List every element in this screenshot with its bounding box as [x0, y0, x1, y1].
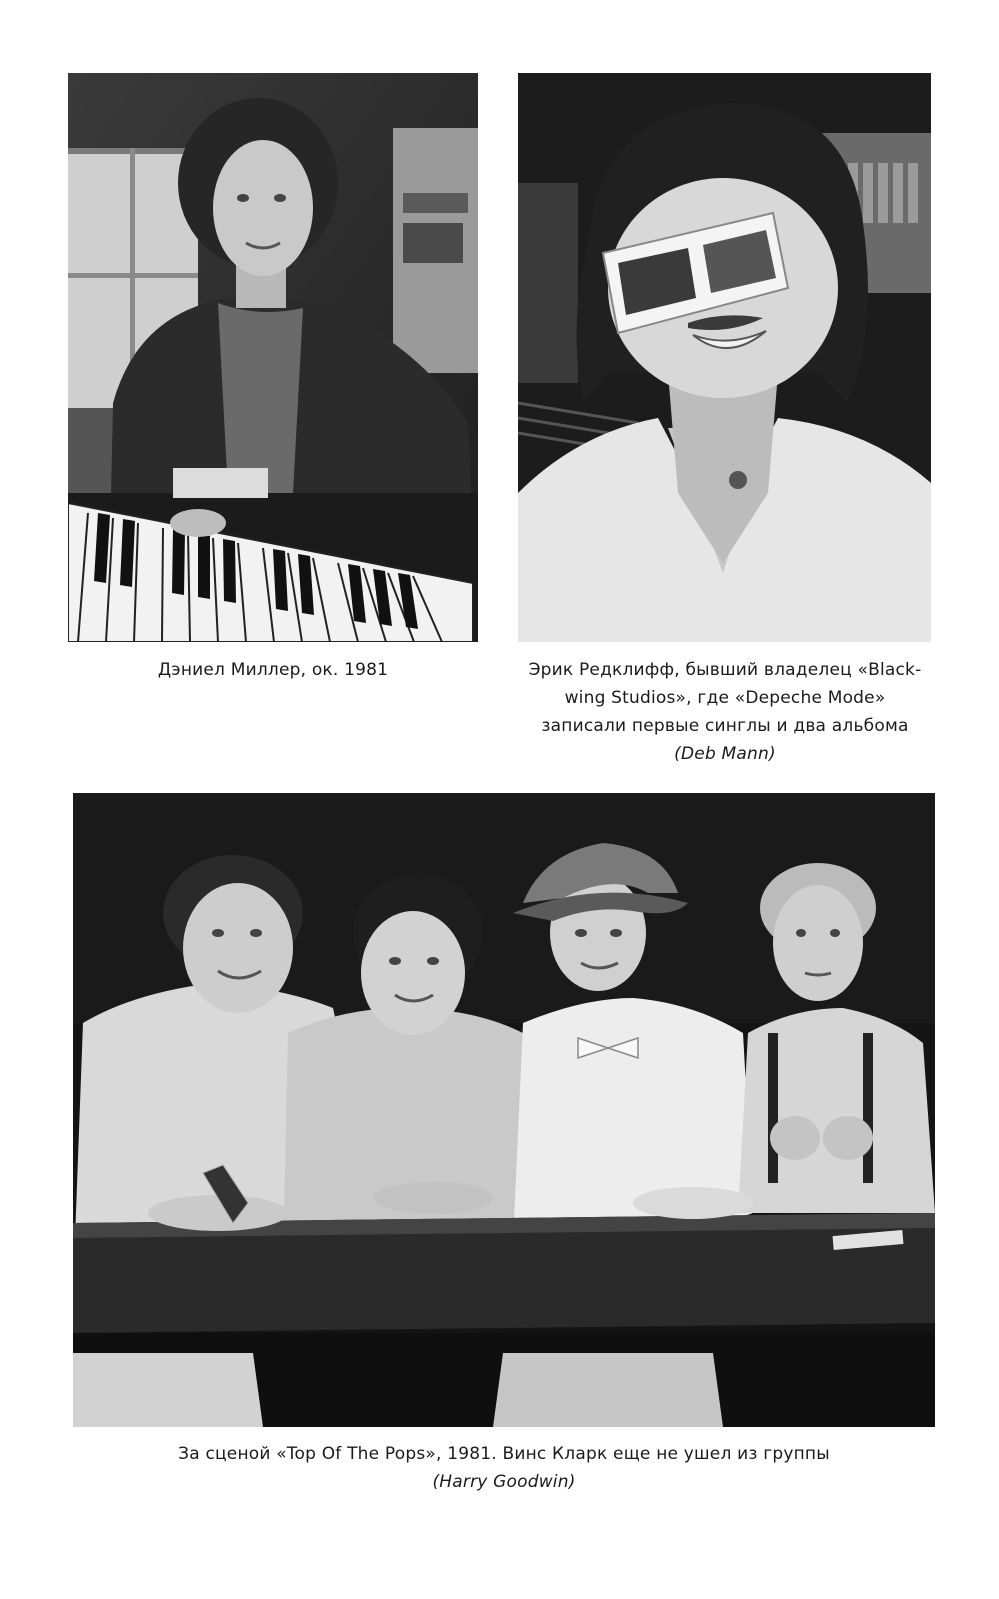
caption-eric-radcliffe-line-3: записали первые синглы и два альбома: [541, 716, 909, 736]
photo-band-backstage: [73, 793, 935, 1427]
caption-band-backstage: [73, 1440, 935, 1496]
caption-eric-radcliffe-line-2: wing Studios», где «Depeche Mode»: [564, 688, 886, 708]
photo-band-backstage-image: [73, 793, 935, 1427]
photo-credit-deb-mann: (Deb Mann): [674, 744, 776, 764]
photo-daniel-miller: [68, 73, 478, 642]
caption-daniel-miller-text: Дэниел Миллер, ок. 1981: [157, 660, 389, 680]
caption-band-backstage-text: За сценой «Top Of The Pops», 1981. Винс Кларк еще не ушел из группы: [178, 1444, 830, 1464]
photo-daniel-miller-image: [68, 73, 478, 642]
photo-eric-radcliffe: [518, 73, 931, 642]
caption-eric-radcliffe: [505, 656, 945, 768]
photo-credit-harry-goodwin: (Harry Goodwin): [432, 1472, 576, 1492]
photo-eric-radcliffe-image: [518, 73, 931, 642]
caption-daniel-miller: [68, 656, 478, 684]
caption-eric-radcliffe-line-1: Эрик Редклифф, бывший владелец «Black-: [528, 660, 922, 680]
